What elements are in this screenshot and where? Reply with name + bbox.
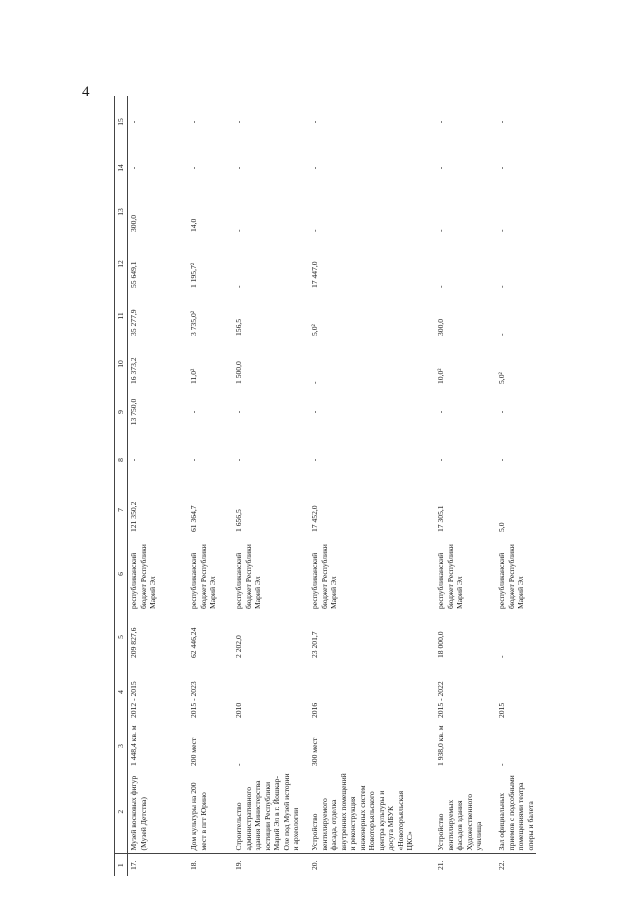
total-cost: 23 201,7 [310,631,319,658]
total-cost: 209 827,6 [129,627,138,658]
funding-col-15: - [234,120,243,124]
column-number-9: 9 [115,388,128,436]
funding-col-15: - [436,120,445,124]
row-number: 21. [435,854,496,876]
column-number-11: 11 [115,292,128,340]
column-number-2: 2 [115,770,128,854]
financing-source: республиканский бюджет Республики Марий Эл [129,544,157,609]
funding-col-10: 11,0² [189,368,198,384]
investment-table [114,96,536,876]
row-number: 22. [496,854,536,876]
funding-total: 1 656,5 [234,509,243,532]
object-name: Строительство административного здания Министерства юстиции Республики Марий Эл в г. Йошкар-Оле под Музей истории и археологии [234,773,300,851]
total-cost: 2 202,0 [234,635,243,658]
funding-col-15: - [310,120,319,124]
column-number-3: 3 [115,722,128,770]
capacity: - [234,763,243,766]
funding-col-8: - [189,458,198,462]
column-number-6: 6 [115,536,128,612]
funding-col-12: 17 447,0 [310,261,319,288]
column-number-15: 15 [115,96,128,148]
period: 2016 [310,702,319,718]
table-row [496,96,536,876]
funding-col-9: 13 750,0 [129,398,138,426]
funding-total: 121 350,2 [129,501,138,532]
table-row [233,96,309,876]
capacity: 300 мест [310,737,319,766]
object-name: Музей восковых фигур (Музей Детства) [129,775,148,851]
funding-total: 17 305,1 [436,505,445,532]
column-number-10: 10 [115,340,128,388]
period: 2012 - 2015 [129,681,138,718]
funding-col-8: - [310,458,319,462]
total-cost: 62 446,24 [189,627,198,658]
funding-col-15: - [129,120,138,124]
column-number-5: 5 [115,612,128,662]
funding-col-9: - [310,410,319,414]
page-number: 4 [82,84,90,100]
column-number-12: 12 [115,236,128,292]
object-name: Устройство вентилируемого фасада, отделка внутренних помещений и реконструкция инженерных систем Новоторъяльского центра культуры и досуга МБУК «Новоторъяльская ЦКС» [310,773,414,851]
column-number-4: 4 [115,662,128,722]
funding-col-14: - [436,166,445,170]
table-body [115,96,537,876]
funding-col-12: - [234,285,243,288]
funding-col-9: - [189,410,198,414]
funding-col-12: 1 195,7² [189,262,198,288]
funding-col-12: - [436,285,445,288]
object-name: Дом культуры на 200 мест в пгт Юрино [189,782,208,851]
funding-col-15: - [189,120,198,124]
funding-col-14: - [234,166,243,170]
object-name: Устройство вентилируемых фасадов здания Художественного училища [436,793,483,851]
table-row [435,96,496,876]
table-row [128,96,189,876]
funding-col-8: - [497,458,506,462]
financing-source: республиканский бюджет Республики Марий Эл [189,544,217,609]
funding-col-11: 300,0 [436,318,445,336]
funding-col-10: - [310,381,319,384]
capacity: 1 448,4 кв. м [129,725,138,766]
period: 2015 - 2022 [436,681,445,718]
column-number-8: 8 [115,436,128,484]
funding-col-13: - [436,229,445,232]
funding-col-11: 156,5 [234,318,243,336]
total-cost: 18 000,0 [436,631,445,658]
funding-total: 17 452,0 [310,505,319,532]
funding-col-9: - [497,410,506,414]
funding-col-9: - [234,410,243,414]
capacity: 1 938,0 кв. м [436,725,445,766]
column-number-14: 14 [115,148,128,188]
funding-col-10: 1 500,0 [234,361,243,384]
funding-col-10: 16 373,2 [129,357,138,384]
funding-col-14: - [189,166,198,170]
funding-col-8: - [129,458,138,462]
table-row [188,96,233,876]
period: 2015 - 2023 [189,681,198,718]
funding-col-8: - [234,458,243,462]
object-name: Зал официальных приемов с подсобными помещениями театра оперы и балета [497,775,535,851]
column-number-header [115,96,128,876]
row-number: 18. [188,854,233,876]
financing-source: республиканский бюджет Республики Марий Эл [234,544,262,609]
funding-col-13: 300,0 [129,214,138,232]
funding-col-11: - [497,333,506,336]
funding-col-10: 5,0² [497,372,506,384]
period: 2015 [497,702,506,718]
funding-col-13: - [310,229,319,232]
column-number-13: 13 [115,188,128,236]
capacity: 200 мест [189,737,198,766]
funding-col-9: - [436,410,445,414]
table-row [309,96,435,876]
financing-source: республиканский бюджет Республики Марий Эл [497,544,525,609]
funding-col-13: - [497,229,506,232]
column-number-7: 7 [115,484,128,536]
row-number: 17. [128,854,189,876]
funding-col-14: - [129,166,138,170]
financing-source: республиканский бюджет Республики Марий Эл [436,544,464,609]
rotated-table-page [114,96,535,876]
funding-col-11: 35 277,9 [129,309,138,336]
funding-col-10: 10,0² [436,368,445,384]
financing-source: республиканский бюджет Республики Марий Эл [310,544,338,609]
funding-col-11: 3 735,0² [189,310,198,336]
funding-col-13: 14,0 [189,218,198,232]
funding-col-14: - [310,166,319,170]
funding-col-12: 55 649,1 [129,261,138,288]
row-number: 20. [309,854,435,876]
funding-col-15: - [497,120,506,124]
funding-col-13: - [234,229,243,232]
column-number-1: 1 [115,854,128,876]
funding-col-12: - [497,285,506,288]
row-number: 19. [233,854,309,876]
funding-col-8: - [436,458,445,462]
total-cost: - [497,655,506,658]
funding-col-11: 5,0² [310,324,319,336]
funding-total: 5,0 [497,522,506,532]
period: 2010 [234,702,243,718]
capacity: - [497,763,506,766]
funding-total: 61 364,7 [189,505,198,532]
funding-col-14: - [497,166,506,170]
